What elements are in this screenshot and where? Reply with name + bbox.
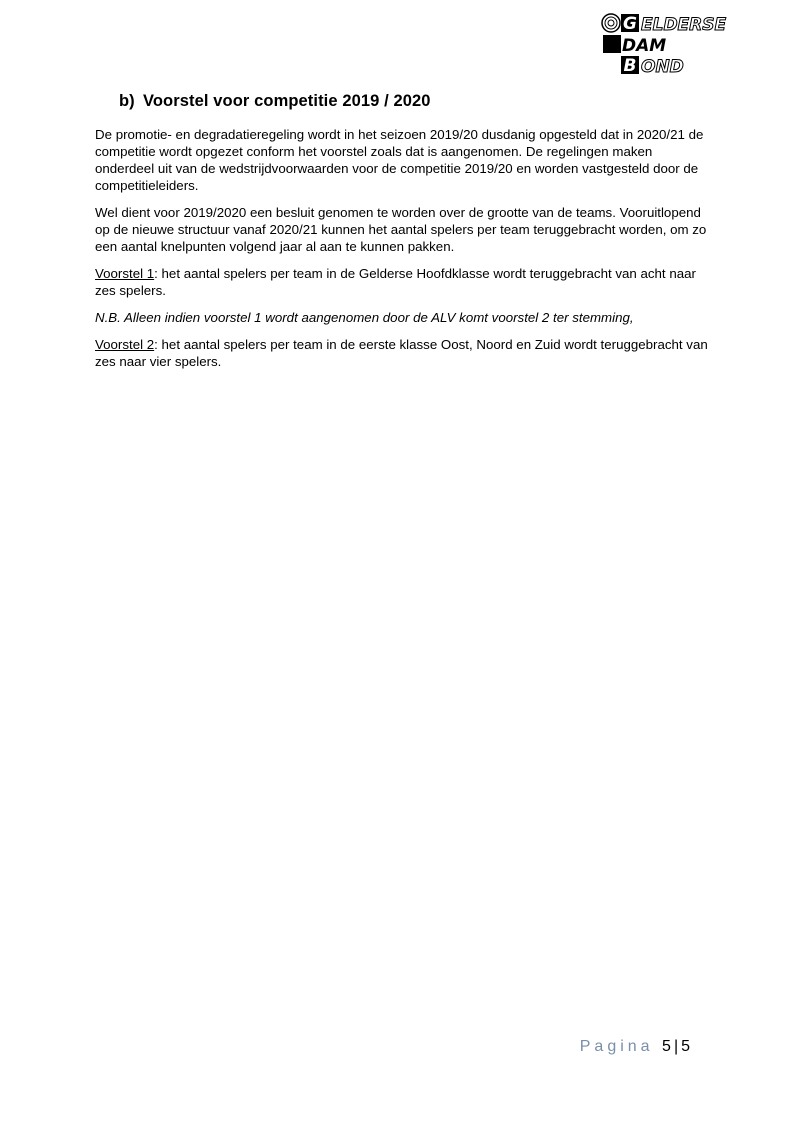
svg-text:ELDERSE: ELDERSE (641, 15, 727, 35)
page-footer (580, 1038, 690, 1056)
proposal-2 (95, 336, 715, 370)
proposal-1 (95, 265, 715, 299)
paragraph-team-size: Wel dient voor 2019/2020 een besluit genomen te worden over de grootte van de teams. Vooruitlopend op de nieuwe structuur vanaf 2020/21 kunnen het aantal spelers per team teruggebracht worden, om zo een aantal knelpunten volgend jaar al aan te kunnen pakken. (95, 205, 707, 254)
page-separator: | (673, 1038, 679, 1055)
section-heading (119, 92, 431, 111)
page-label: Pagina (579, 1038, 654, 1055)
body-content (95, 126, 715, 380)
svg-text:B: B (623, 56, 637, 76)
svg-text:DAM: DAM (622, 36, 667, 56)
svg-text:G: G (623, 14, 637, 34)
paragraph-rules: De promotie- en degradatieregeling wordt in het seizoen 2019/20 dusdanig opgesteld dat in 2020/21 de competitie wordt opgezet conform het voorstel zoals dat is aangenomen. De regelingen maken onderdeel uit van de wedstrijdvoorwaarden voor de competitie 2019/20 en worden vastgesteld door de competitieleiders. (95, 127, 704, 193)
page-current: 5 (662, 1038, 671, 1055)
proposal-1-text: : het aantal spelers per team in de Gelderse Hoofdklasse wordt teruggebracht van acht naar zes spelers. (95, 266, 696, 298)
svg-text:OND: OND (641, 57, 684, 76)
proposal-2-label: Voorstel 2 (95, 337, 155, 352)
gelderse-dam-bond-logo (600, 12, 766, 76)
section-title: Voorstel voor competitie 2019 / 2020 (143, 92, 431, 110)
proposal-1-label: Voorstel 1 (95, 266, 155, 281)
proposal-2-text: : het aantal spelers per team in de eerste klasse Oost, Noord en Zuid wordt teruggebracht van zes naar vier spelers. (95, 337, 708, 369)
note: N.B. Alleen indien voorstel 1 wordt aangenomen door de ALV komt voorstel 2 ter stemming, (95, 310, 634, 325)
page-total: 5 (681, 1038, 690, 1055)
section-marker: b) (119, 92, 135, 110)
